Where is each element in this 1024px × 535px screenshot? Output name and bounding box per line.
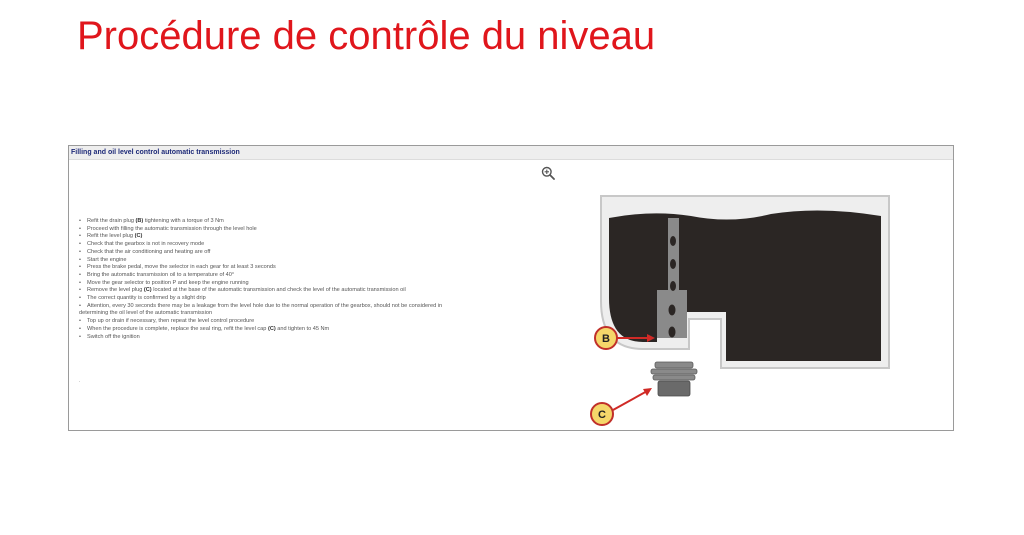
procedure-step: • Start the engine: [79, 257, 529, 265]
oil-drop: [669, 327, 676, 338]
label-b-badge: [595, 327, 617, 349]
procedure-step: • Press the brake pedal, move the selector in each gear for at least 3 seconds: [79, 264, 529, 272]
procedure-step: • Top up or drain if necessary, then repeat the level control procedure: [79, 318, 529, 326]
trailing-text: .: [79, 378, 81, 384]
procedure-step: • When the procedure is complete, replace the seal ring, refit the level cap (C) and tighten to 45 Nm: [79, 326, 529, 334]
part-reference: (C): [267, 325, 276, 332]
procedure-step: determining the oil level of the automatic transmission: [79, 310, 213, 317]
oil-drop: [670, 236, 676, 246]
oil-drop: [669, 305, 676, 316]
transmission-level-plug-illustration: [571, 186, 901, 431]
arrow-c: [613, 390, 649, 410]
document-header: Filling and oil level control automatic transmission: [69, 146, 953, 160]
part-reference: (B): [135, 218, 144, 224]
svg-text:B: B: [602, 333, 610, 345]
procedure-step: • The correct quantity is confirmed by a slight drip: [79, 295, 529, 303]
label-c-badge: [591, 403, 613, 425]
procedure-step: • Check that the air conditioning and heating are off: [79, 249, 529, 257]
procedure-step: • Refit the drain plug (B) tightening with a torque of 3 Nm: [79, 218, 529, 226]
procedure-step: • Refit the level plug (C): [79, 233, 529, 241]
magnifier-plus-icon[interactable]: [541, 166, 555, 180]
svg-text:C: C: [598, 409, 606, 421]
procedure-step: • Bring the automatic transmission oil to a temperature of 40°: [79, 272, 529, 280]
procedure-step: • Proceed with filling the automatic transmission through the level hole: [79, 226, 529, 234]
document-panel: [68, 145, 954, 431]
procedure-step: • Attention, every 30 seconds there may be a leakage from the level hole due to the normal operation of the gearbox, should not be considered in: [79, 303, 529, 311]
oil-drop: [670, 281, 676, 291]
procedure-step: • Check that the gearbox is not in recovery mode: [79, 241, 529, 249]
part-reference: (C): [143, 287, 152, 294]
oil-drop: [670, 259, 676, 269]
level-cap-part: [651, 362, 697, 396]
slide-title: Procédure de contrôle du niveau: [77, 14, 656, 58]
part-reference: (C): [134, 233, 143, 240]
procedure-step: • Remove the level plug (C) located at the base of the automatic transmission and check the level of the automatic transmission oil: [79, 287, 529, 295]
procedure-step: • Move the gear selector to position P and keep the engine running: [79, 280, 529, 288]
procedure-step: • Switch off the ignition: [79, 334, 529, 342]
procedure-step-list: [79, 218, 529, 341]
